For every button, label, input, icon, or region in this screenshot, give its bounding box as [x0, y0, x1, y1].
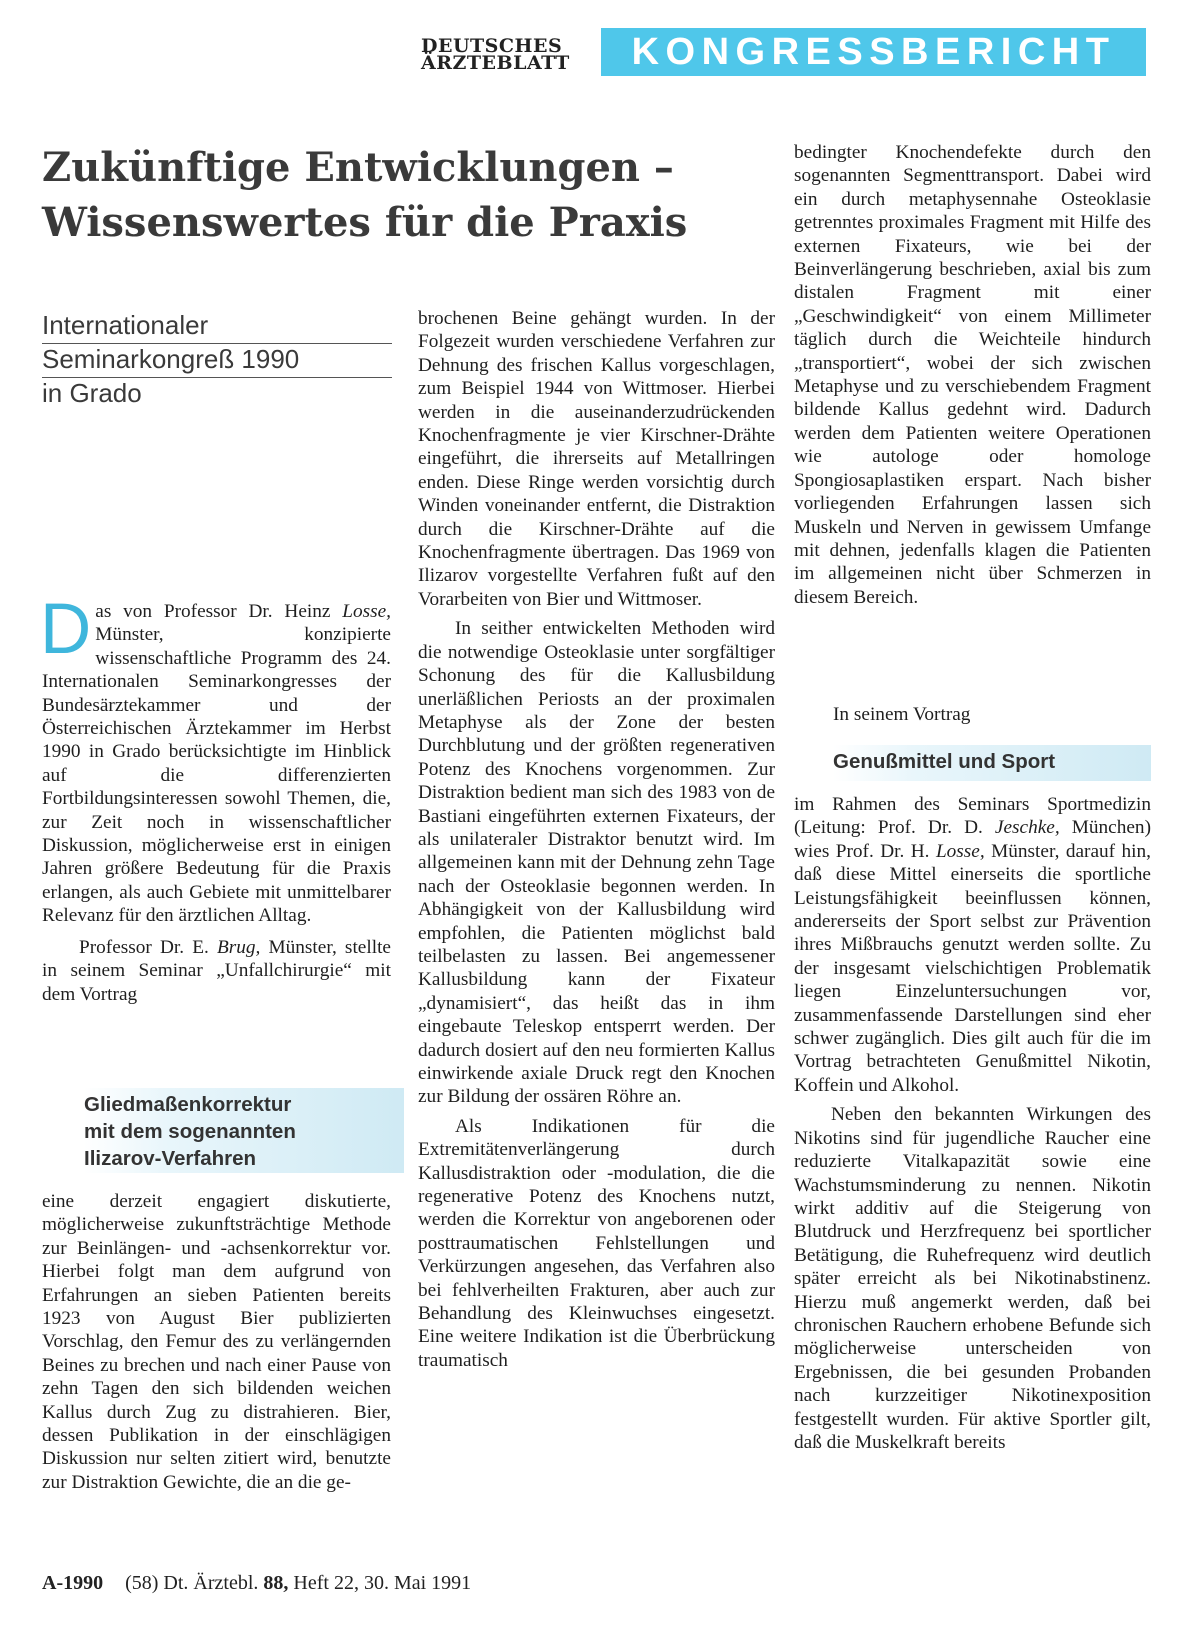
method-paragraph: In seither entwickelten Methoden wird die notwendige Osteoklasie unter sorgfältiger Schonung des für die Kallusbildung unerläßlichen Periosts an der proximalen Metaphyse als der Zone der besten Durchblutung und der größten regenerativen Potenz des Knochens vorgenommen. Zur Distraktion bedient man sich des 1983 von de Bastiani eingeführten externen Fixateurs, der als unilateraler Distraktor benutzt wird. Im allgemeinen kann mit der Dehnung zehn Tage nach der Osteoklasie begonnen werden. In Abhängigkeit von der Kallusbildung wird empfohlen, die Patienten möglichst bald teilbelasten zu lassen. Bei angemessener Kallusbildung kann der Fixateur „dynamisiert“, das heißt das in ihm eingebaute Teleskop entsperrt werden. Der dadurch dosiert auf den neu formierten Kallus einwirkende axiale Druck regt den Knochen zur Bildung der ossären Röhre an. — [418, 618, 775, 1108]
page-footer — [42, 1572, 471, 1595]
subtitle-line-1: Internationaler — [42, 310, 392, 344]
subhead-ilizarov-line-2: mit dem sogenannten — [84, 1120, 296, 1143]
history-paragraph: brochenen Beine gehängt wurden. In der Folgezeit wurden verschiedene Verfahren zur Dehnung des frischen Kallus vorgeschlagen, zum Beispiel 1944 von Wittmoser. Hierbei werden in die auseinanderzudrückenden Knochenfragmente je vier Kirschner-Drähte eingeführt, die ihrerseits auf Metallringen enden. Diese Ringe werden vorsichtig durch Winden voneinander entfernt, die Distraktion durch die Kirschner-Drähte auf die Knochenfragmente übertragen. Das 1969 von Ilizarov vorgestellte Verfahren fußt auf den Vorarbeiten von Bier und Wittmoser. — [418, 308, 775, 610]
column-2 — [418, 307, 775, 1372]
subtitle-line-2: Seminarkongreß 1990 — [42, 344, 392, 378]
page-number: A-1990 — [42, 1572, 104, 1594]
segment-transport-paragraph: bedingter Knochendefekte durch den sogenannten Segmenttransport. Dabei wird ein durch metaphysennahe Osteoklasie getrenntes proximales Fragment mit Hilfe des externen Fixateurs, wie bei der Beinverlängerung beschrieben, axial bis zum distalen Fragment mit einer „Geschwindigkeit“ von einem Millimeter täglich durch die Weichteile hindurch „transportiert“, wobei der sich zwischen Metaphyse und zu verschiebendem Fragment bildende Kallus gedehnt wird. Dadurch werden dem Patienten weitere Operationen wie autologe oder homologe Spongiosaplastiken erspart. Nach bisher vorliegenden Erfahrungen lassen sich Muskeln und Nerven in gewissem Umfange mit dehnen, jedenfalls klagen die Patienten im allgemeinen nicht über Schmerzen in diesem Bereich. — [794, 142, 1151, 608]
sport-name-2: Losse, — [935, 840, 985, 862]
masthead-logo — [421, 35, 571, 74]
citation-volume: 88, — [263, 1572, 289, 1594]
ilizarov-paragraph: eine derzeit engagiert diskutierte, möglicherweise zukunftsträchtige Methode zur Beinlängen- und -achsenkorrektur vor. Hierbei folgt man dem aufgrund von Erfahrungen an sieben Patienten bereits 1923 von August Bier publizierten Vorschlag, den Femur des zu verlängernden Beines zu brechen und nach einer Pause von zehn Tagen den sich bildenden weichen Kallus durch Zug zu distrahieren. Bier, dessen Publikation in der einschlägigen Diskussion nur selten zitiert wird, benutzte zur Distraktion Gewichte, die an die ge- — [42, 1191, 391, 1493]
masthead-line-2: ÄRZTEBLATT — [421, 52, 570, 74]
title-line-2: Wissenswertes für die Praxis — [42, 199, 688, 246]
sport-paragraph — [794, 793, 1151, 1097]
indication-paragraph: Als Indikationen für die Extremitätenverlängerung durch Kallusdistraktion oder -modulation, die die regenerative Potenz des Knochens nutzt, werden die Korrektur von angeborenen oder posttraumatischen Fehlstellungen und Verkürzungen angesehen, das Verfahren also bei fehlverheilten Frakturen, aber auch zur Behandlung des Kleinwuchses eingesetzt. Eine weitere Indikation ist die Überbrückung traumatisch — [418, 1115, 775, 1371]
intro-paragraph — [40, 590, 391, 928]
sport-text-c: Münster, darauf hin, daß diese Mittel einerseits die sportliche Leistungsfähigkeit beeinflussen können, andererseits der Sport selbst zur Prävention ihres Mißbrauchs genutzt werden sollte. Zu der insgesamt vielschichtigen Problematik liegen Einzeluntersuchungen vor, zusammenfassende Darstellungen sind eher schwer zugänglich. Dies gilt auch für die im Vortrag betrachteten Genußmittel Nikotin, Koffein und Alkohol. — [794, 840, 1151, 1096]
drop-cap: D — [40, 590, 92, 669]
title-line-1: Zukünftige Entwicklungen – — [42, 144, 674, 191]
section-banner: KONGRESSBERICHT — [601, 28, 1146, 76]
subhead-genussmittel: Genußmittel und Sport — [833, 745, 1151, 781]
column-3-top — [794, 141, 1151, 609]
citation-pre: (58) Dt. Ärztebl. — [125, 1572, 264, 1594]
kicker-text: In seinem Vortrag — [833, 704, 971, 725]
nicotine-paragraph: Neben den bekannten Wirkungen des Nikotins sind für jugendliche Raucher eine reduzierte Vitalkapazität sowie eine Wachstumsminderung zu nennen. Nikotin wirkt additiv auf die Steigerung von Blutdruck und Herzfrequenz bei sportlicher Betätigung, die Ruhefrequenz wird deutlich später erreicht als bei Nikotinabstinenz. Hierzu muß angemerkt werden, daß bei chronischen Rauchern erhobene Befunde sich möglicherweise unterscheiden von Ergebnissen, die bei gesunden Probanden nach kurzzeitiger Nikotinexposition festgestellt wurden. Für aktive Sportler gilt, daß die Muskelkraft bereits — [794, 1104, 1151, 1453]
intro-text-a: as von Professor Dr. Heinz — [95, 601, 343, 622]
subhead-ilizarov — [84, 1088, 404, 1173]
sport-text-a: im Rahmen des Seminars Sportmedizin (Leitung: Prof. Dr. D. — [794, 794, 1151, 839]
subhead-ilizarov-line-1: Gliedmaßenkorrektur — [84, 1093, 292, 1116]
brug-text-b: Münster, stellte in seinem Seminar „Unfallchirurgie“ mit dem Vortrag — [42, 936, 391, 1005]
article-subtitle — [42, 310, 392, 411]
brug-paragraph — [42, 936, 391, 1006]
column-3-bottom — [794, 793, 1151, 1454]
masthead-line-1: DEUTSCHES — [421, 35, 563, 57]
intro-name: Losse, — [342, 601, 391, 622]
article-title — [42, 140, 762, 250]
intro-text-b: Münster, konzipierte wissenschaftliche Programm des 24. Internationalen Seminarkongresses der Bundesärztekammer und der Österreichischen Ärztekammer im Herbst 1990 in Grado berücksichtigte im Hinblick auf die differenzierten Fortbildungsinteressen sowohl Themen, die, zur Zeit noch in wissenschaftlicher Diskussion, möglicherweise erst in einigen Jahren größere Bedeutung für die Praxis erlangen, als auch Gebiete mit unmittelbarer Relevanz für den ärztlichen Alltag. — [42, 624, 391, 927]
column-1-bottom — [42, 1190, 391, 1494]
citation-post: Heft 22, 30. Mai 1991 — [288, 1572, 472, 1594]
subhead-ilizarov-line-3: Ilizarov-Verfahren — [84, 1147, 257, 1170]
brug-name: Brug, — [216, 936, 261, 958]
sport-name-1: Jeschke, — [994, 817, 1060, 839]
brug-text-a: Professor Dr. E. — [79, 936, 217, 958]
subtitle-line-3: in Grado — [42, 378, 142, 408]
column-1-top — [40, 590, 391, 1006]
sport-text-b: München) wies Prof. Dr. H. — [794, 817, 1151, 862]
